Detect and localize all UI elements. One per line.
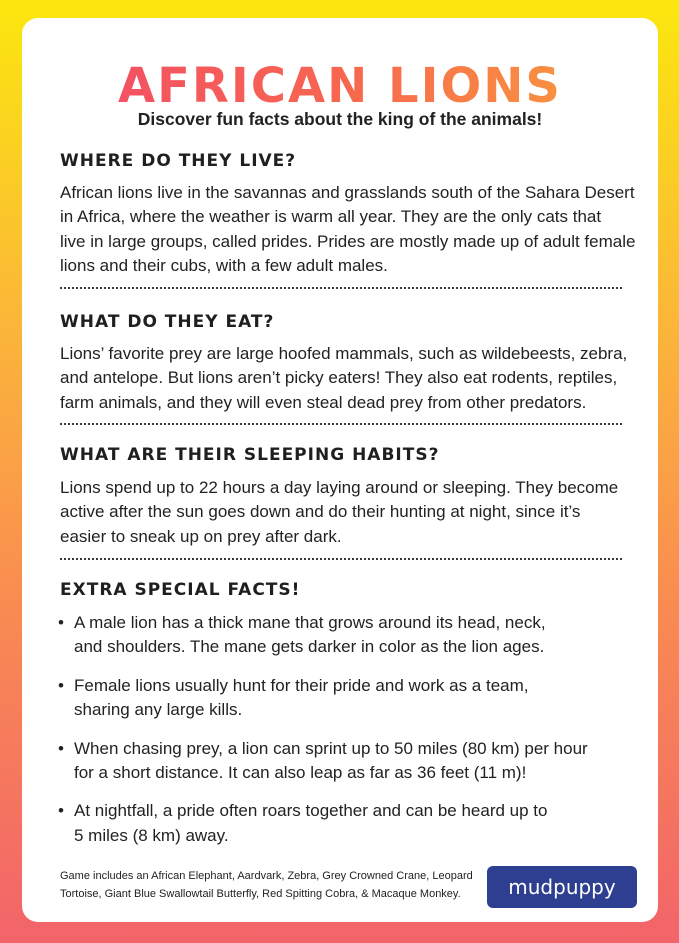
text-line: African lions live in the savannas and grasslands south of the Sahara Desert: [60, 183, 635, 202]
dotted-divider: [60, 423, 622, 425]
dotted-divider: [60, 287, 622, 289]
text-line: and shoulders. The mane gets darker in color as the lion ages.: [74, 637, 545, 657]
list-item: [60, 611, 620, 660]
facts-list: [60, 611, 620, 862]
text-line: active after the sun goes down and do their hunting at night, since it’s: [60, 502, 581, 522]
fact-card: [22, 18, 658, 922]
section-text-what-they-eat: [60, 342, 645, 415]
text-line: A male lion has a thick mane that grows around its head, neck,: [74, 613, 546, 632]
dotted-divider: [60, 558, 622, 560]
bullet-icon: •: [58, 613, 64, 632]
text-line: At nightfall, a pride often roars together and can be heard up to: [74, 801, 548, 821]
section-heading-what-they-eat: WHAT DO THEY EAT?: [60, 312, 275, 332]
section-text-sleeping-habits: [60, 476, 645, 549]
text-line: for a short distance. It can also leap as far as 36 feet (11 m)!: [74, 763, 527, 783]
section-heading-where-they-live: WHERE DO THEY LIVE?: [60, 151, 297, 171]
text-line: Female lions usually hunt for their pride and work as a team,: [74, 675, 529, 695]
text-line: and antelope. But lions aren’t picky eaters! They also eat rodents, reptiles,: [60, 368, 618, 388]
list-item: [60, 799, 620, 848]
page-title: AFRICAN LIONS: [22, 58, 658, 114]
section-heading-extra-facts: EXTRA SPECIAL FACTS!: [60, 580, 301, 600]
text-line: easier to sneak up on prey after dark.: [60, 526, 342, 546]
bullet-icon: •: [58, 675, 64, 695]
list-item: [60, 737, 620, 786]
text-line: Game includes an African Elephant, Aardvark, Zebra, Grey Crowned Crane, Leopard: [60, 870, 473, 882]
text-line: Tortoise, Giant Blue Swallowtail Butterfly, Red Spitting Cobra, & Macaque Monkey.: [60, 888, 461, 900]
text-line: in Africa, where the weather is warm all year. They are the only cats that: [60, 207, 602, 227]
text-line: Lions spend up to 22 hours a day laying around or sleeping. They become: [60, 478, 619, 497]
page-subtitle: Discover fun facts about the king of the animals!: [137, 109, 543, 129]
section-text-where-they-live: [60, 181, 645, 279]
footer-note: [60, 867, 500, 903]
bullet-icon: •: [58, 801, 64, 821]
brand-logo: mudpuppy: [487, 866, 637, 908]
text-line: Lions’ favorite prey are large hoofed mammals, such as wildebeests, zebra,: [60, 344, 628, 363]
list-item: [60, 674, 620, 723]
text-line: farm animals, and they will even steal dead prey from other predators.: [60, 392, 587, 412]
text-line: When chasing prey, a lion can sprint up to 50 miles (80 km) per hour: [74, 738, 588, 758]
text-line: lions and their cubs, with a few adult males.: [60, 256, 388, 276]
text-line: live in large groups, called prides. Prides are mostly made up of adult female: [60, 231, 636, 251]
text-line: sharing any large kills.: [74, 700, 243, 720]
section-heading-sleeping-habits: WHAT ARE THEIR SLEEPING HABITS?: [60, 445, 440, 465]
text-line: 5 miles (8 km) away.: [74, 825, 229, 845]
bullet-icon: •: [58, 738, 64, 758]
